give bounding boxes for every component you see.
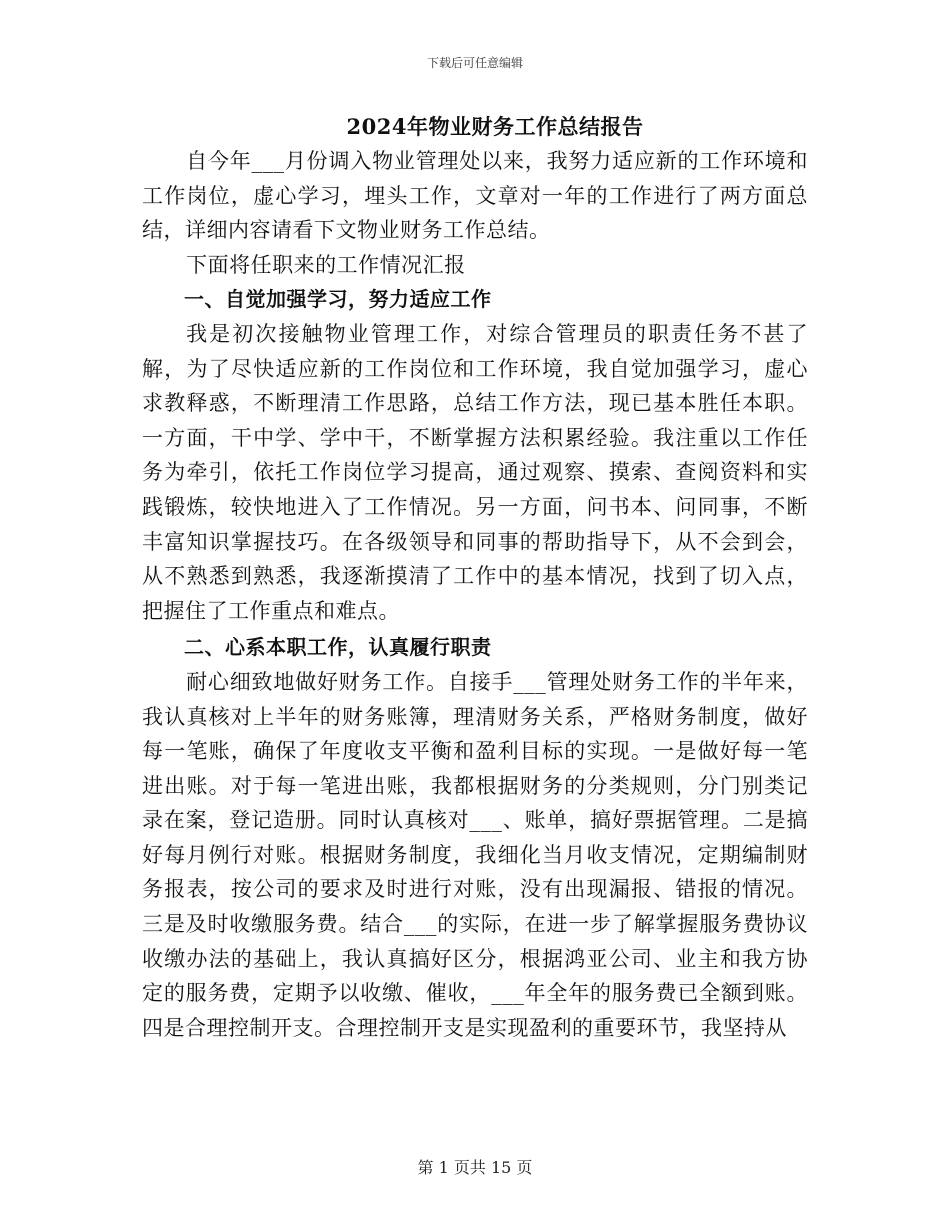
section-2-heading: 二、心系本职工作，认真履行职责 [184, 635, 492, 660]
section-1-body: 我是初次接触物业管理工作，对综合管理员的职责任务不甚了解，为了尽快适应新的工作岗位和工作环境，我自觉加强学习，虚心求教释惑，不断理清工作思路，总结工作方法，现已基本胜任本职。一方面，干中学、学中干，不断掌握方法积累经验。我注重以工作任务为牵引，依托工作岗位学习提高，通过观察、摸索、查阅资料和实践锻炼，较快地进入了工作情况。另一方面，问书本、问同事，不断丰富知识掌握技巧。在各级领导和同事的帮助指导下，从不会到会，从不熟悉到熟悉，我逐渐摸清了工作中的基本情况，找到了切入点，把握住了工作重点和难点。 [142, 321, 808, 623]
section-2-body: 耐心细致地做好财务工作。自接手___管理处财务工作的半年来，我认真核对上半年的财务账簿，理清财务关系，严格财务制度，做好每一笔账，确保了年度收支平衡和盈利目标的实现。一是做好每一笔进出账。对于每一笔进出账，我都根据财务的分类规则，分门别类记录在案，登记造册。同时认真核对___、账单，搞好票据管理。二是搞好每月例行对账。根据财务制度，我细化当月收支情况，定期编制财务报表，按公司的要求及时进行对账，没有出现漏报、错报的情况。三是及时收缴服务费。结合___的实际，在进一步了解掌握服务费协议收缴办法的基础上，我认真搞好区分，根据鸿亚公司、业主和我方协定的服务费，定期予以收缴、催收，___年全年的服务费已全额到账。四是合理控制开支。合理控制开支是实现盈利的重要环节，我坚持从 [142, 669, 808, 1040]
section-1-heading: 一、自觉加强学习，努力适应工作 [184, 287, 492, 312]
page-header: 下载后可任意编辑 [426, 56, 523, 70]
document-body [142, 110, 808, 1045]
page-footer: 第 1 页共 15 页 [417, 1158, 533, 1177]
document-title: 2024年物业财务工作总结报告 [346, 114, 644, 139]
lead-paragraph: 下面将任职来的工作情况汇报 [186, 252, 466, 277]
intro-paragraph: 自今年___月份调入物业管理处以来，我努力适应新的工作环境和工作岗位，虚心学习，埋头工作，文章对一年的工作进行了两方面总结，详细内容请看下文物业财务工作总结。 [142, 149, 808, 243]
